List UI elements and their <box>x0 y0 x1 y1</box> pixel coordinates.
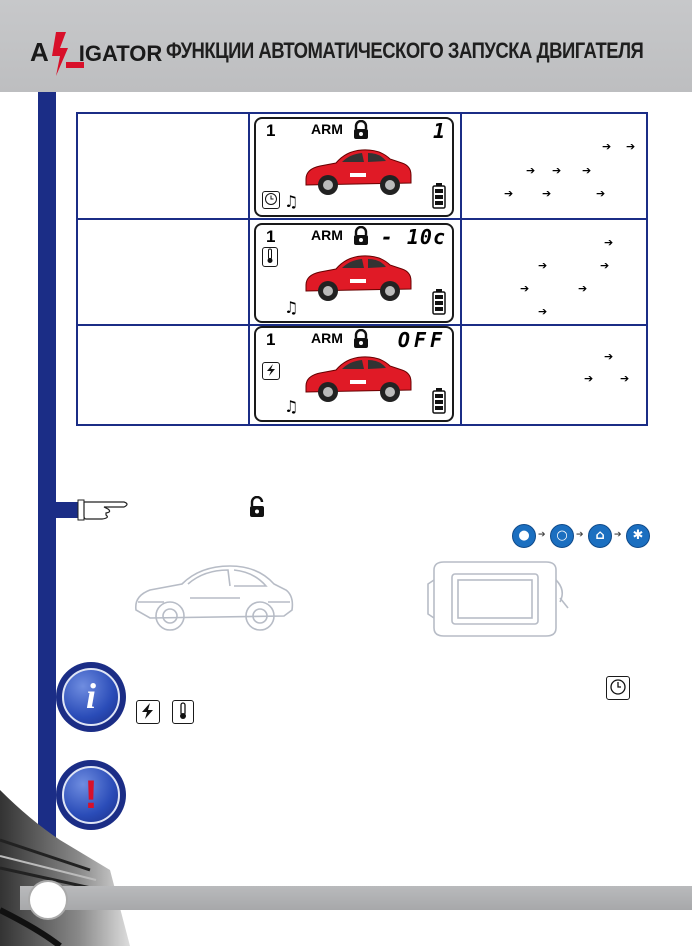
remote-button-sequence <box>512 524 652 550</box>
lcd-display <box>254 117 454 217</box>
car-red-icon <box>302 245 414 307</box>
arrow-icon: ➔ <box>504 187 514 200</box>
melody-note-icon: ♫ <box>284 298 299 317</box>
clock-icon <box>262 191 280 209</box>
arrow-icon: ➔ <box>620 372 630 385</box>
arrow-icon: ➔ <box>604 350 614 363</box>
info-icon: i <box>56 662 126 732</box>
lcd-display <box>254 223 454 323</box>
page-header <box>0 0 692 92</box>
page-number-circle <box>28 880 68 920</box>
remote-sketch-image <box>420 560 570 638</box>
arrow-icon: ➔ <box>538 259 548 272</box>
footer-bar <box>20 886 692 910</box>
arrow-icon: ➔ <box>602 140 612 153</box>
arrow-sequence <box>476 114 646 220</box>
arrow-icon: ➔ <box>520 282 530 295</box>
star-button: ✱ <box>626 524 650 548</box>
lock-closed-icon <box>352 120 370 140</box>
lcd-channel: 1 <box>266 330 276 349</box>
lightning-icon <box>136 700 160 724</box>
lock-closed-icon <box>352 226 370 246</box>
logo-rest: IGATOR <box>78 41 163 66</box>
table-row <box>78 326 646 424</box>
arrow-icon: ➔ <box>614 530 622 540</box>
melody-note-icon: ♫ <box>284 192 299 211</box>
functions-table <box>76 112 648 426</box>
arrow-sequence <box>476 220 646 326</box>
car-sketch-image <box>130 558 296 636</box>
thermometer-icon <box>172 700 194 724</box>
lock-button: ● <box>512 524 536 548</box>
page-footer <box>0 880 692 946</box>
battery-icon <box>432 289 446 315</box>
car-red-icon <box>302 346 414 408</box>
pointing-hand-icon <box>56 494 132 524</box>
lcd-readout: 1 <box>432 119 446 143</box>
arrow-icon: ➔ <box>542 187 552 200</box>
warning-icon: ! <box>56 760 126 830</box>
arrow-icon: ➔ <box>538 530 546 540</box>
lcd-readout: - 10c <box>380 225 446 249</box>
lcd-status: ARM <box>311 121 343 137</box>
arrow-icon: ➔ <box>526 164 536 177</box>
trunk-button: ⌂ <box>588 524 612 548</box>
arrow-icon: ➔ <box>578 282 588 295</box>
page-title: ФУНКЦИИ АВТОМАТИЧЕСКОГО ЗАПУСКА ДВИГАТЕЛЯ <box>166 38 644 63</box>
arrow-sequence <box>476 326 646 424</box>
logo-letter-a: A <box>30 37 49 67</box>
logo-wordmark <box>30 37 162 68</box>
table-row <box>78 220 646 326</box>
lock-open-icon <box>248 496 266 518</box>
arrow-icon: ➔ <box>584 372 594 385</box>
table-row <box>78 114 646 220</box>
arrow-icon: ➔ <box>596 187 606 200</box>
lcd-display <box>254 326 454 422</box>
arrow-icon: ➔ <box>582 164 592 177</box>
arrow-icon: ➔ <box>600 259 610 272</box>
car-red-icon <box>302 139 414 201</box>
arrow-icon: ➔ <box>626 140 636 153</box>
lcd-channel: 1 <box>266 227 276 246</box>
lightning-icon <box>262 362 280 380</box>
lcd-channel: 1 <box>266 121 276 140</box>
unlock-button: ○ <box>550 524 574 548</box>
arrow-icon: ➔ <box>604 236 614 249</box>
battery-icon <box>432 388 446 414</box>
melody-note-icon: ♫ <box>284 397 299 416</box>
lcd-readout: OFF <box>397 328 446 352</box>
side-stripe <box>38 92 56 852</box>
arrow-icon: ➔ <box>576 530 584 540</box>
arrow-icon: ➔ <box>552 164 562 177</box>
lcd-status: ARM <box>311 227 343 243</box>
lcd-status: ARM <box>311 330 343 346</box>
thermometer-icon <box>262 247 278 267</box>
clock-icon <box>606 676 630 700</box>
battery-icon <box>432 183 446 209</box>
arrow-icon: ➔ <box>538 305 548 318</box>
